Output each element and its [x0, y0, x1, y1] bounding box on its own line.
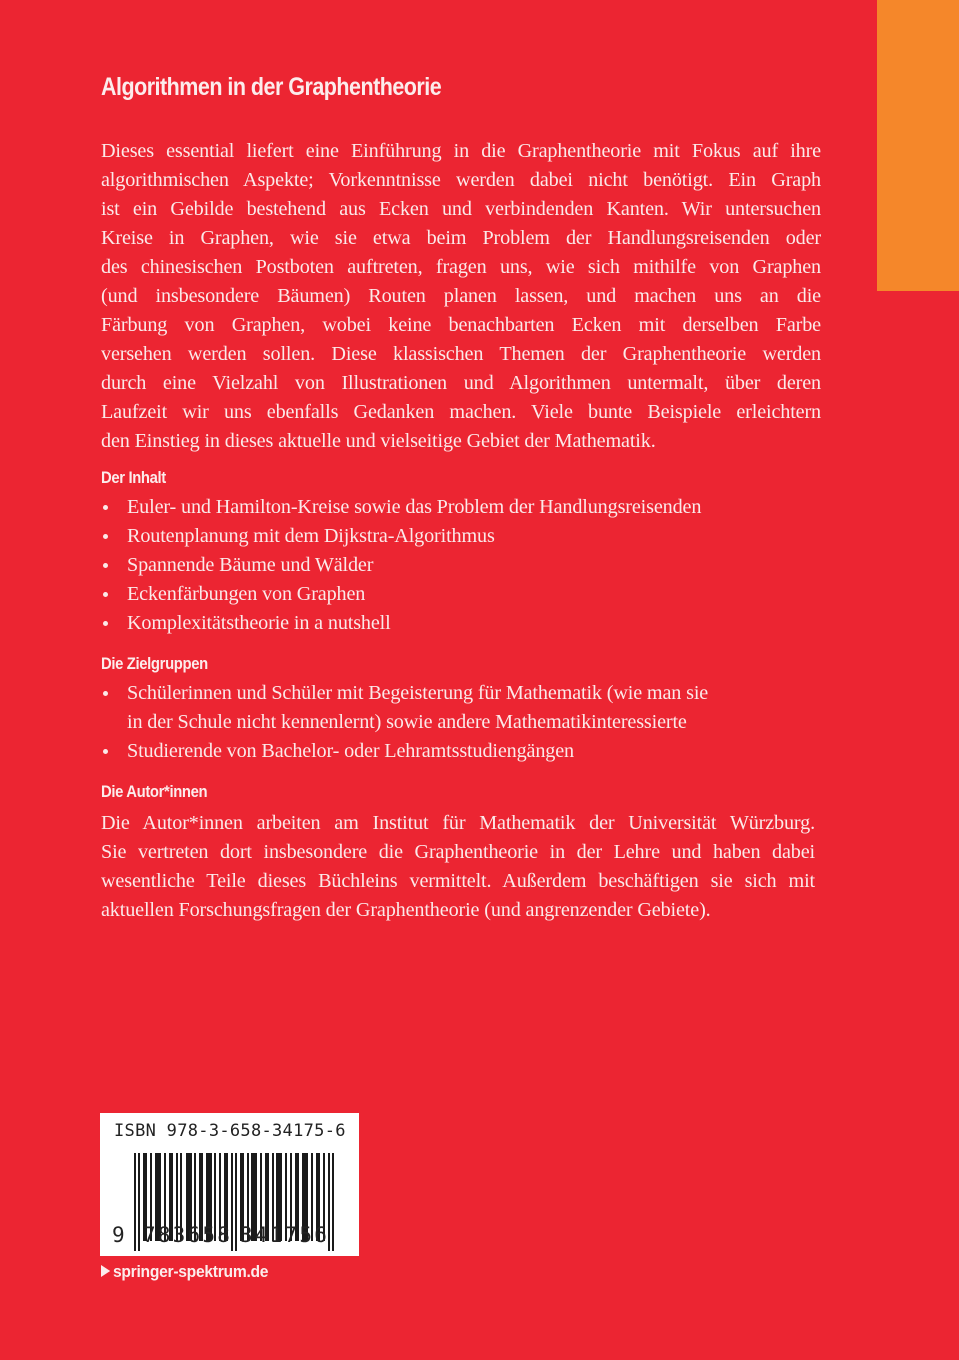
bullet-icon [103, 534, 108, 539]
list-item-text: Spannende Bäume und Wälder [127, 554, 374, 576]
audience-list [101, 679, 708, 766]
list-item [101, 737, 708, 766]
intro-line: Laufzeit wir uns ebenfalls Gedanken machen. Viele bunte Beispiele erleichtern [101, 401, 821, 423]
isbn-label: ISBN 978-3-658-34175-6 [114, 1121, 346, 1141]
intro-line: versehen werden sollen. Diese klassischen Themen der Graphentheorie werden [101, 343, 821, 365]
ean-left-digits: 783658 [143, 1223, 233, 1247]
contents-heading: Der Inhalt [101, 469, 166, 487]
publisher-link-text: springer-spektrum.de [112, 1262, 269, 1281]
bullet-icon [103, 563, 108, 568]
isbn-barcode [100, 1113, 359, 1256]
ean-right-digits: 341756 [240, 1223, 330, 1247]
contents-list [101, 493, 701, 638]
list-item-text: Euler- und Hamilton-Kreise sowie das Problem der Handlungsreisenden [127, 496, 702, 518]
list-item [101, 493, 701, 522]
authors-line: Die Autor*innen arbeiten am Institut für Mathematik der Universität Würzburg. [101, 812, 815, 834]
intro-line: durch eine Vielzahl von Illustrationen und Algorithmen untermalt, über deren [101, 372, 821, 394]
intro-paragraph [101, 137, 821, 456]
bullet-icon [103, 621, 108, 626]
list-item [101, 551, 701, 580]
list-item [101, 679, 708, 737]
list-item-text: Routenplanung mit dem Dijkstra-Algorithmus [127, 525, 495, 547]
authors-heading: Die Autor*innen [101, 783, 208, 801]
intro-line: ist ein Gebilde bestehend aus Ecken und verbindenden Kanten. Wir untersuchen [101, 198, 821, 220]
ean-first-digit: 9 [112, 1223, 125, 1247]
bullet-icon [103, 592, 108, 597]
book-title: Algorithmen in der Graphentheorie [101, 73, 442, 101]
list-item [101, 522, 701, 551]
play-arrow-icon [101, 1265, 110, 1277]
intro-line: den Einstieg in dieses aktuelle und vielseitige Gebiet der Mathematik. [101, 430, 656, 452]
authors-line: Sie vertreten dort insbesondere die Graphentheorie in der Lehre und haben dabei [101, 841, 815, 863]
orange-accent-tab [877, 0, 959, 291]
list-item [101, 609, 701, 638]
authors-paragraph [101, 809, 815, 925]
list-item-text: in der Schule nicht kennenlernt) sowie andere Mathematikinteressierte [127, 711, 687, 733]
intro-line: des chinesischen Postboten auftreten, fragen uns, wie sich mithilfe von Graphen [101, 256, 821, 278]
publisher-website-link[interactable] [101, 1262, 268, 1282]
list-item-text: Schülerinnen und Schüler mit Begeisterung für Mathematik (wie man sie [127, 682, 709, 704]
bullet-icon [103, 749, 108, 754]
intro-line: algorithmischen Aspekte; Vorkenntnisse werden dabei nicht benötigt. Ein Graph [101, 169, 821, 191]
list-item-text: Eckenfärbungen von Graphen [127, 583, 366, 605]
list-item [101, 580, 701, 609]
intro-line: Kreise in Graphen, wie sie etwa beim Problem der Handlungsreisenden oder [101, 227, 821, 249]
bullet-icon [103, 691, 108, 696]
authors-line: aktuellen Forschungsfragen der Graphentheorie (und angrenzender Gebiete). [101, 899, 711, 921]
list-item-text: Studierende von Bachelor- oder Lehramtsstudiengängen [127, 740, 574, 762]
authors-line: wesentliche Teile dieses Büchleins vermittelt. Außerdem beschäftigen sie sich mit [101, 870, 815, 892]
bullet-icon [103, 505, 108, 510]
intro-line: (und insbesondere Bäumen) Routen planen lassen, und machen uns an die [101, 285, 821, 307]
list-item-text: Komplexitätstheorie in a nutshell [127, 612, 391, 634]
intro-line: Dieses essential liefert eine Einführung in die Graphentheorie mit Fokus auf ihre [101, 140, 821, 162]
audience-heading: Die Zielgruppen [101, 655, 208, 673]
intro-line: Färbung von Graphen, wobei keine benachbarten Ecken mit derselben Farbe [101, 314, 821, 336]
